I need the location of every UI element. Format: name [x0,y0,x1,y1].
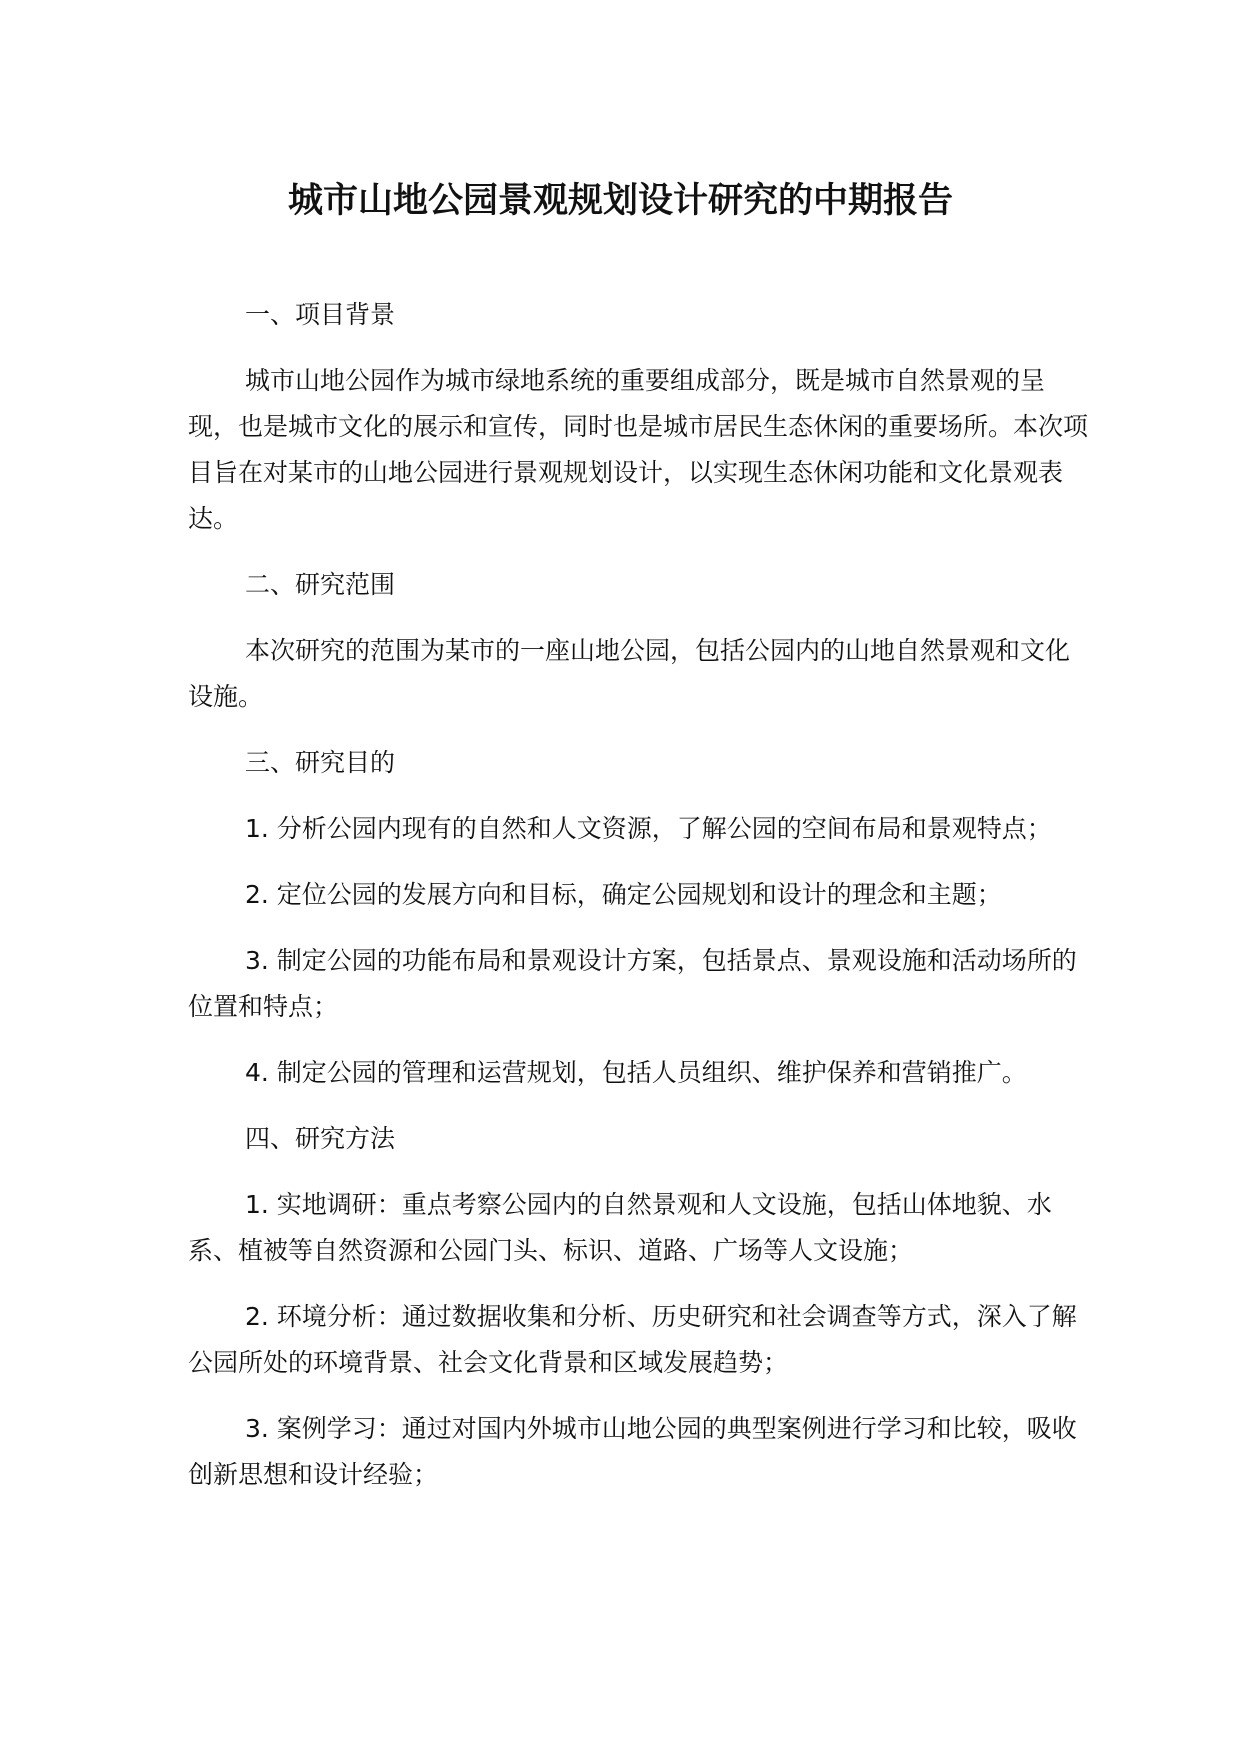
section-heading-objectives: 三、研究目的 [245,748,396,777]
document-title: 城市山地公园景观规划设计研究的中期报告 [287,181,953,221]
section-heading-background: 一、项目背景 [245,300,396,329]
section-heading-methods: 四、研究方法 [245,1124,396,1153]
objective-item-1: 1. 分析公园内现有的自然和人文资源，了解公园的空间布局和景观特点； [245,814,1052,843]
paragraph-scope: 本次研究的范围为某市的一座山地公园，包括公园内的山地自然景观和文化设施。 [188,636,1071,711]
objective-item-2: 2. 定位公园的发展方向和目标，确定公园规划和设计的理念和主题； [245,880,1002,909]
objective-item-4: 4. 制定公园的管理和运营规划，包括人员组织、维护保养和营销推广。 [245,1058,1027,1087]
paragraph-background: 城市山地公园作为城市绿地系统的重要组成部分，既是城市自然景观的呈现，也是城市文化的展示和宣传，同时也是城市居民生态休闲的重要场所。本次项目旨在对某市的山地公园进行景观规划设计，以实现生态休闲功能和文化景观表达。 [188,366,1089,533]
method-item-2: 2. 环境分析：通过数据收集和分析、历史研究和社会调查等方式，深入了解公园所处的环境背景、社会文化背景和区域发展趋势； [188,1302,1077,1377]
method-item-1: 1. 实地调研：重点考察公园内的自然景观和人文设施，包括山体地貌、水系、植被等自然资源和公园门头、标识、道路、广场等人文设施； [188,1190,1052,1265]
document-body [188,292,1093,1518]
section-heading-scope: 二、研究范围 [245,570,396,599]
method-item-3: 3. 案例学习：通过对国内外城市山地公园的典型案例进行学习和比较，吸收创新思想和设计经验； [188,1414,1077,1489]
objective-item-3: 3. 制定公园的功能布局和景观设计方案，包括景点、景观设施和活动场所的位置和特点； [188,946,1077,1021]
